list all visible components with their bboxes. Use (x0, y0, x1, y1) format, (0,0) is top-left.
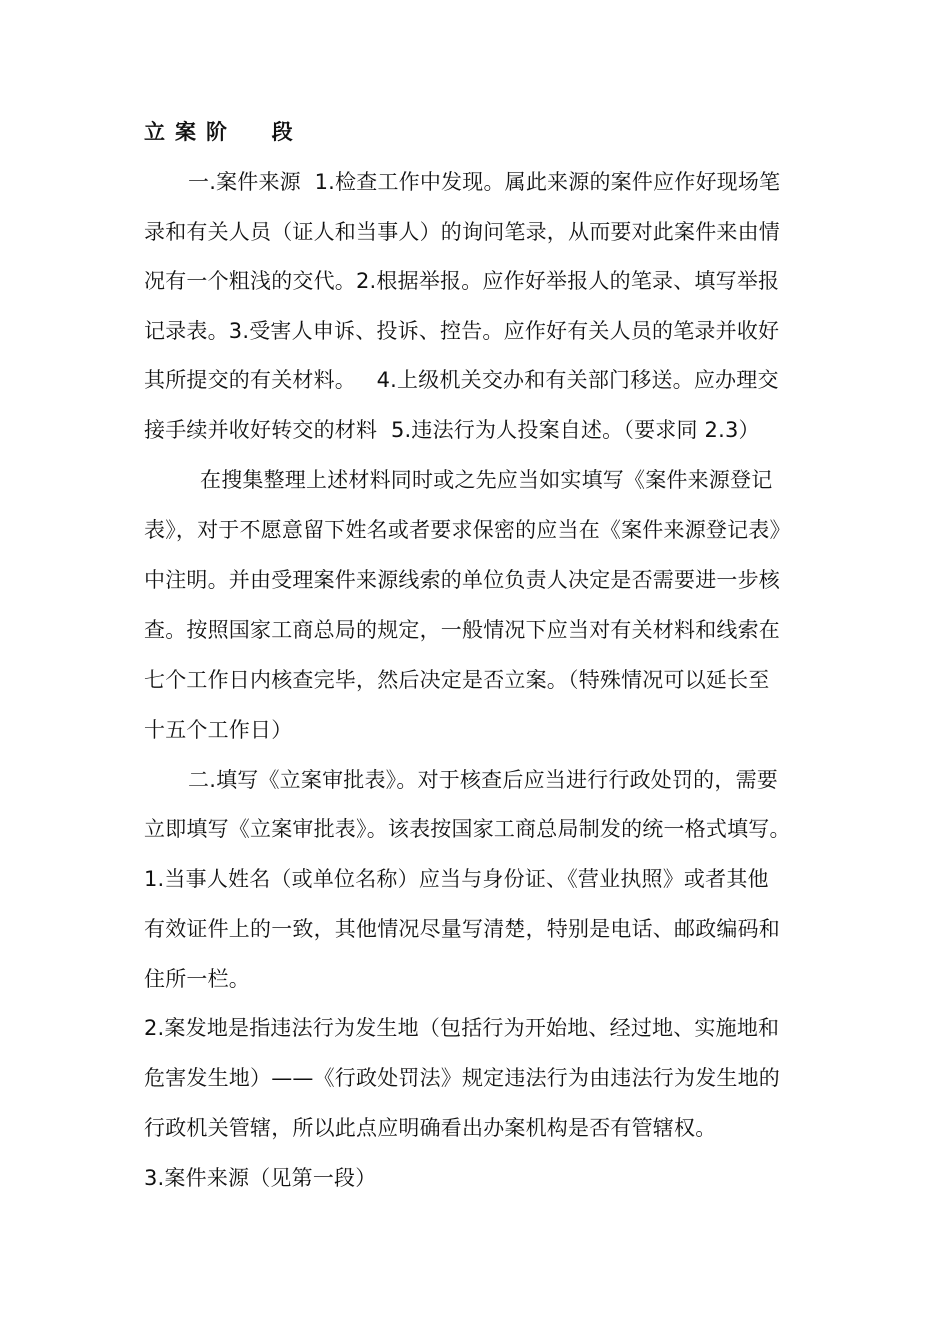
paragraph-line: 在搜集整理上述材料同时或之先应当如实填写《案件来源登记 (200, 468, 773, 492)
paragraph-line: 有效证件上的一致，其他情况尽量写清楚，特别是电话、邮政编码和 (144, 917, 780, 941)
paragraph-line: 立即填写《立案审批表》。该表按国家工商总局制发的统一格式填写。 (144, 817, 791, 841)
paragraph-line: 中注明。并由受理案件来源线索的单位负责人决定是否需要进一步核 (144, 568, 780, 592)
paragraph-line: 危害发生地）——《行政处罚法》规定违法行为由违法行为发生地的 (144, 1066, 780, 1090)
paragraph-line: 二.填写《立案审批表》。对于核查后应当进行行政处罚的，需要 (188, 768, 778, 792)
paragraph-line: 1.当事人姓名（或单位名称）应当与身份证、《营业执照》或者其他 (144, 867, 769, 891)
paragraph-line: 2.案发地是指违法行为发生地（包括行为开始地、经过地、实施地和 (144, 1016, 780, 1040)
paragraph-line: 3.案件来源（见第一段） (144, 1166, 377, 1190)
paragraph-line: 表》，对于不愿意留下姓名或者要求保密的应当在《案件来源登记表》 (144, 518, 791, 542)
section-heading: 立案阶 段 (144, 120, 303, 144)
paragraph-line: 录和有关人员（证人和当事人）的询问笔录，从而要对此案件来由情 (144, 220, 780, 244)
paragraph-line: 行政机关管辖，所以此点应明确看出办案机构是否有管辖权。 (144, 1116, 717, 1140)
paragraph-line: 记录表。3.受害人申诉、投诉、控告。应作好有关人员的笔录并收好 (144, 319, 780, 343)
paragraph-line: 十五个工作日） (144, 718, 293, 742)
paragraph-line: 接手续并收好转交的材料 5.违法行为人投案自述。（要求同 2.3） (144, 418, 760, 442)
paragraph-line: 住所一栏。 (144, 967, 250, 991)
paragraph-line: 一.案件来源 1.检查工作中发现。属此来源的案件应作好现场笔 (188, 170, 781, 194)
paragraph-line: 其所提交的有关材料。 4.上级机关交办和有关部门移送。应办理交 (144, 368, 779, 392)
paragraph-line: 查。按照国家工商总局的规定，一般情况下应当对有关材料和线索在 (144, 618, 780, 642)
paragraph-line: 七个工作日内核查完毕，然后决定是否立案。（特殊情况可以延长至 (144, 668, 770, 692)
paragraph-line: 况有一个粗浅的交代。2.根据举报。应作好举报人的笔录、填写举报 (144, 269, 780, 293)
